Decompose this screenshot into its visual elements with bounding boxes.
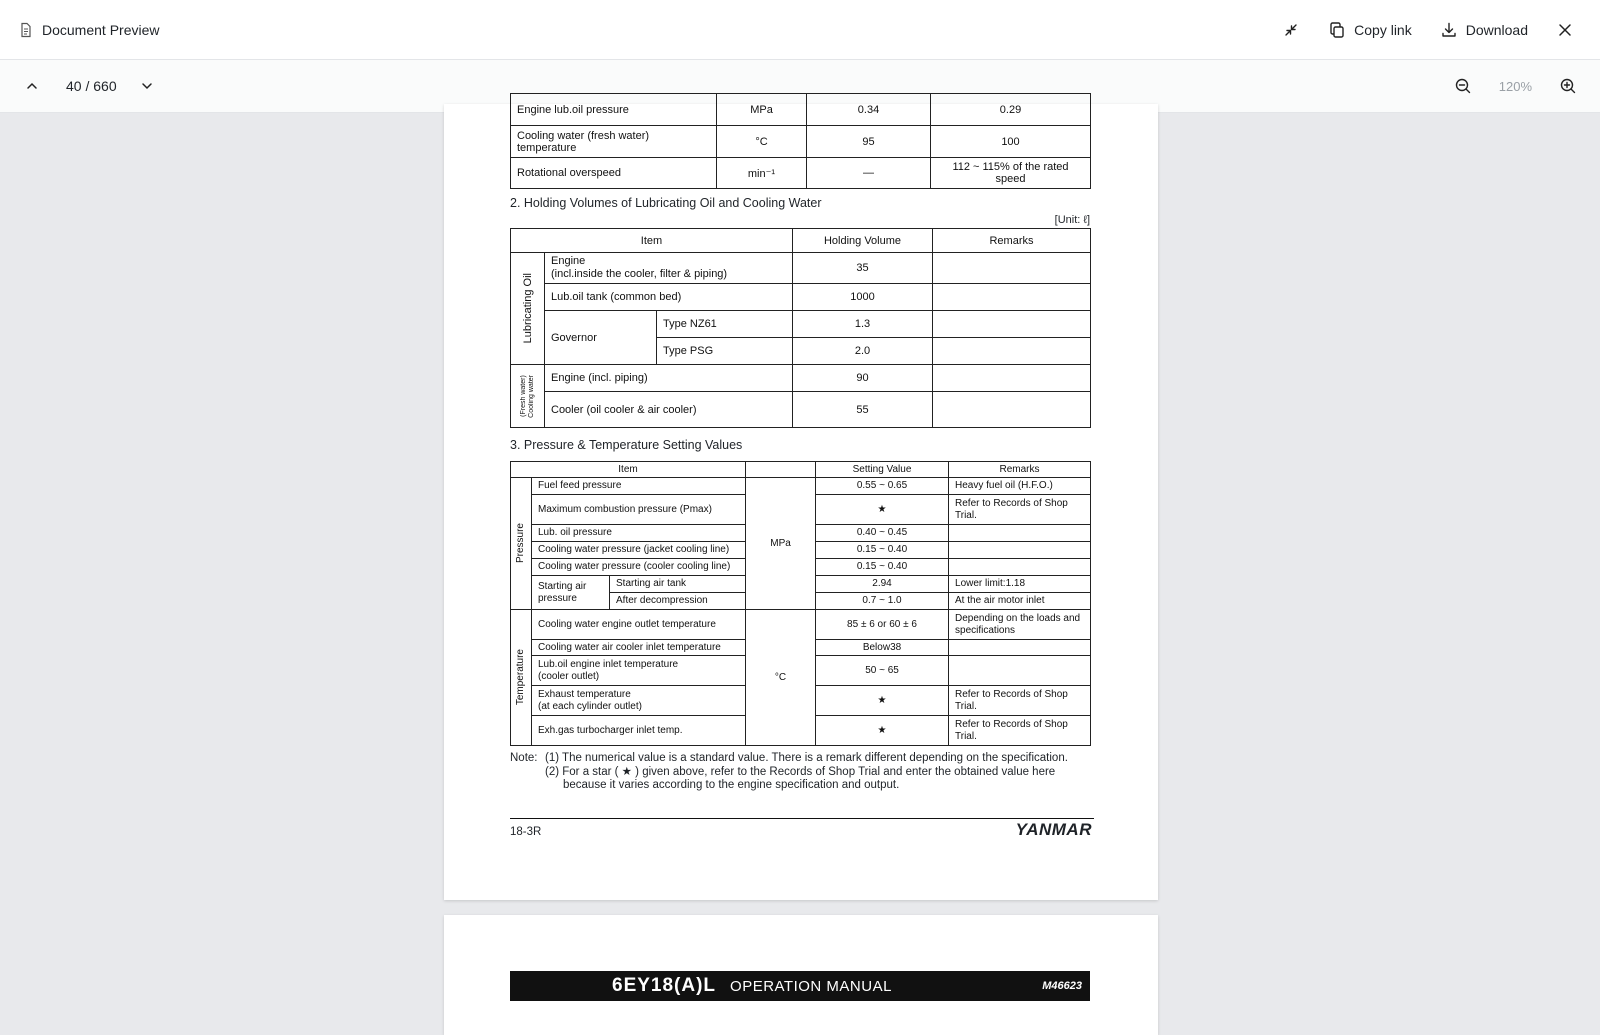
download-icon: [1440, 21, 1458, 39]
table-row: [511, 126, 1091, 158]
table-cell: 2.94: [816, 576, 949, 593]
table-header-row: [511, 462, 1091, 478]
preview-header: [0, 0, 1600, 60]
table-cell: ★: [816, 716, 949, 746]
table-cell: [532, 686, 746, 716]
zoom-out-button[interactable]: [1451, 74, 1475, 98]
manual-header-bar: [510, 971, 1090, 1001]
brand-logo: YANMAR: [1015, 820, 1092, 839]
chevron-up-icon: [25, 79, 39, 93]
table-cell: [949, 686, 1091, 716]
table-cell: [933, 392, 1091, 428]
next-page-button[interactable]: [135, 74, 159, 98]
table-cell: Heavy fuel oil (H.F.O.): [949, 478, 1091, 495]
zoom-out-icon: [1454, 77, 1472, 95]
close-icon: [1556, 21, 1574, 39]
page-number: 18-3R: [510, 826, 542, 838]
column-header: Holding Volume: [793, 229, 933, 253]
table-cell: MPa: [746, 478, 816, 610]
table-row: [511, 158, 1091, 189]
manual-code: M46623: [1042, 980, 1082, 992]
table-cell: Type PSG: [657, 338, 793, 365]
cell-line: pressure: [538, 592, 577, 604]
section-2-title: 2. Holding Volumes of Lubricating Oil and Cooling Water: [510, 196, 822, 210]
table-cell: [949, 610, 1091, 640]
table-row: [511, 365, 1091, 392]
preview-title: Document Preview: [42, 21, 160, 38]
note-label: Note:: [510, 752, 538, 764]
cell-line: Starting air: [538, 580, 587, 592]
table-row: [511, 284, 1091, 311]
manual-title: OPERATION MANUAL: [730, 977, 892, 995]
table-cell: °C: [746, 610, 816, 746]
table-cell: Exh.gas turbocharger inlet temp.: [532, 716, 746, 746]
table-cell: Starting air tank: [610, 576, 746, 593]
setting-values-table: [510, 461, 1090, 746]
group-cell: [511, 365, 545, 428]
table-cell: [949, 656, 1091, 686]
close-button[interactable]: [1556, 21, 1574, 39]
cell-line: (incl.inside the cooler, filter & piping): [551, 268, 728, 280]
table-cell: 95: [807, 126, 931, 158]
table-cell: °C: [717, 126, 807, 158]
note-block: [510, 752, 1090, 793]
table-header-row: [511, 229, 1091, 253]
cell-line: Trial.: [955, 509, 977, 521]
table-cell: ★: [816, 495, 949, 525]
table-cell: 100: [931, 126, 1091, 158]
table-cell: Fuel feed pressure: [532, 478, 746, 495]
table-cell: —: [807, 158, 931, 189]
note-line: [510, 752, 1090, 766]
cell-line: Trial.: [955, 730, 977, 742]
document-page: [444, 104, 1158, 900]
column-header: [746, 462, 816, 478]
group-label: Lubricating Oil: [521, 273, 534, 344]
table-cell: 0.7 ~ 1.0: [816, 593, 949, 610]
download-label: Download: [1465, 21, 1528, 38]
table-cell: 0.29: [931, 94, 1091, 126]
table-row: [511, 311, 1091, 338]
cell-line: Depending on the loads and: [955, 612, 1081, 624]
group-cell: [511, 253, 545, 365]
table-cell: Lower limit:1.18: [949, 576, 1091, 593]
table-cell: 50 ~ 65: [816, 656, 949, 686]
table-cell: 0.55 ~ 0.65: [816, 478, 949, 495]
table-cell: Cooling water (fresh water) temperature: [511, 126, 717, 158]
table-cell: Cooling water air cooler inlet temperature: [532, 640, 746, 656]
table-cell: 2.0: [793, 338, 933, 365]
table-cell: Engine (incl. piping): [545, 365, 793, 392]
table-cell: [949, 640, 1091, 656]
table-cell: Cooling water engine outlet temperature: [532, 610, 746, 640]
column-header: Remarks: [949, 462, 1091, 478]
zoom-level: 120%: [1498, 78, 1532, 94]
manual-model: 6EY18(A)L: [612, 975, 717, 996]
table-cell: 85 ± 6 or 60 ± 6: [816, 610, 949, 640]
table-cell: Cooling water pressure (cooler cooling line): [532, 559, 746, 576]
table-cell: [933, 284, 1091, 311]
table-cell: [532, 656, 746, 686]
table-row: [511, 253, 1091, 284]
group-label: Temperature: [515, 649, 526, 706]
table-cell: [545, 253, 793, 284]
zoom-in-icon: [1559, 77, 1577, 95]
table-cell: 112 ~ 115% of the rated speed: [931, 158, 1091, 189]
holding-volumes-table: [510, 228, 1090, 428]
table-cell: [949, 559, 1091, 576]
group-cell: [511, 478, 532, 610]
table-cell: [933, 338, 1091, 365]
table-cell: Cooler (oil cooler & air cooler): [545, 392, 793, 428]
cell-line: specifications: [955, 624, 1016, 636]
cell-line: (cooler outlet): [538, 670, 600, 682]
table-cell: 0.34: [807, 94, 931, 126]
group-label: Cooling water: [528, 374, 535, 418]
table-cell: 0.15 ~ 0.40: [816, 542, 949, 559]
table-cell: 1.3: [793, 311, 933, 338]
table-cell: Lub.oil tank (common bed): [545, 284, 793, 311]
page-indicator: 40 / 660: [66, 78, 117, 94]
cell-line: (at each cylinder outlet): [538, 700, 642, 712]
table-row: [511, 392, 1091, 428]
table-cell: [949, 542, 1091, 559]
table-row: [511, 94, 1091, 126]
table-cell: [532, 576, 610, 610]
cell-line: Lub.oil engine inlet temperature: [538, 658, 679, 670]
column-header: Item: [511, 229, 793, 253]
copy-link-button[interactable]: [1328, 21, 1412, 39]
table-cell: min⁻¹: [717, 158, 807, 189]
next-document-page: [444, 915, 1158, 1035]
table-cell: Type NZ61: [657, 311, 793, 338]
table-cell: [933, 253, 1091, 284]
operating-limits-table: [510, 93, 1090, 189]
cell-line: Refer to Records of Shop: [955, 718, 1068, 730]
table-cell: ★: [816, 686, 949, 716]
table-cell: 0.40 ~ 0.45: [816, 525, 949, 542]
table-cell: 1000: [793, 284, 933, 311]
table-row: [511, 478, 1091, 495]
table-cell: Below38: [816, 640, 949, 656]
note-text: (1) The numerical value is a standard value. There is a remark different depending on the specification.: [545, 752, 1068, 764]
cell-line: Refer to Records of Shop: [955, 688, 1068, 700]
copy-link-label: Copy link: [1354, 21, 1412, 38]
table-cell: [933, 365, 1091, 392]
table-cell: 0.15 ~ 0.40: [816, 559, 949, 576]
collapse-button[interactable]: [1282, 21, 1300, 39]
table-cell: 35: [793, 253, 933, 284]
table-cell: Lub. oil pressure: [532, 525, 746, 542]
section-3-title: 3. Pressure & Temperature Setting Values: [510, 438, 743, 452]
table-cell: MPa: [717, 94, 807, 126]
table-cell: Cooling water pressure (jacket cooling line): [532, 542, 746, 559]
column-header: Remarks: [933, 229, 1091, 253]
cell-line: Trial.: [955, 700, 977, 712]
table-cell: [949, 716, 1091, 746]
table-cell: After decompression: [610, 593, 746, 610]
group-label: Pressure: [515, 523, 526, 564]
table-cell: At the air motor inlet: [949, 593, 1091, 610]
table-cell: [933, 311, 1091, 338]
chevron-down-icon: [140, 79, 154, 93]
collapse-icon: [1282, 21, 1300, 39]
note-text: because it varies according to the engine specification and output.: [563, 779, 900, 791]
table-cell: Engine lub.oil pressure: [511, 94, 717, 126]
cell-line: Exhaust temperature: [538, 688, 631, 700]
table-cell: Maximum combustion pressure (Pmax): [532, 495, 746, 525]
download-button[interactable]: [1440, 21, 1528, 39]
cell-line: Refer to Records of Shop: [955, 497, 1068, 509]
column-header: Item: [511, 462, 746, 478]
column-header: Setting Value: [816, 462, 949, 478]
copy-icon: [1328, 21, 1346, 39]
document-icon: [18, 22, 34, 38]
section-2-unit: [Unit: ℓ]: [1054, 214, 1090, 226]
table-cell: Rotational overspeed: [511, 158, 717, 189]
previous-page-button[interactable]: [20, 74, 44, 98]
table-cell: 90: [793, 365, 933, 392]
table-cell: [949, 495, 1091, 525]
table-cell: 55: [793, 392, 933, 428]
cell-line: Engine: [551, 255, 586, 267]
group-label: (Fresh water): [520, 375, 527, 417]
group-cell: [511, 610, 532, 746]
document-viewer[interactable]: [0, 103, 1600, 1000]
table-cell: [949, 525, 1091, 542]
footer-divider: [510, 818, 1094, 819]
note-text: (2) For a star ( ★ ) given above, refer to the Records of Shop Trial and enter the obtained value here: [545, 765, 1056, 778]
table-row: [511, 610, 1091, 640]
zoom-in-button[interactable]: [1556, 74, 1580, 98]
table-cell: Governor: [545, 311, 657, 365]
